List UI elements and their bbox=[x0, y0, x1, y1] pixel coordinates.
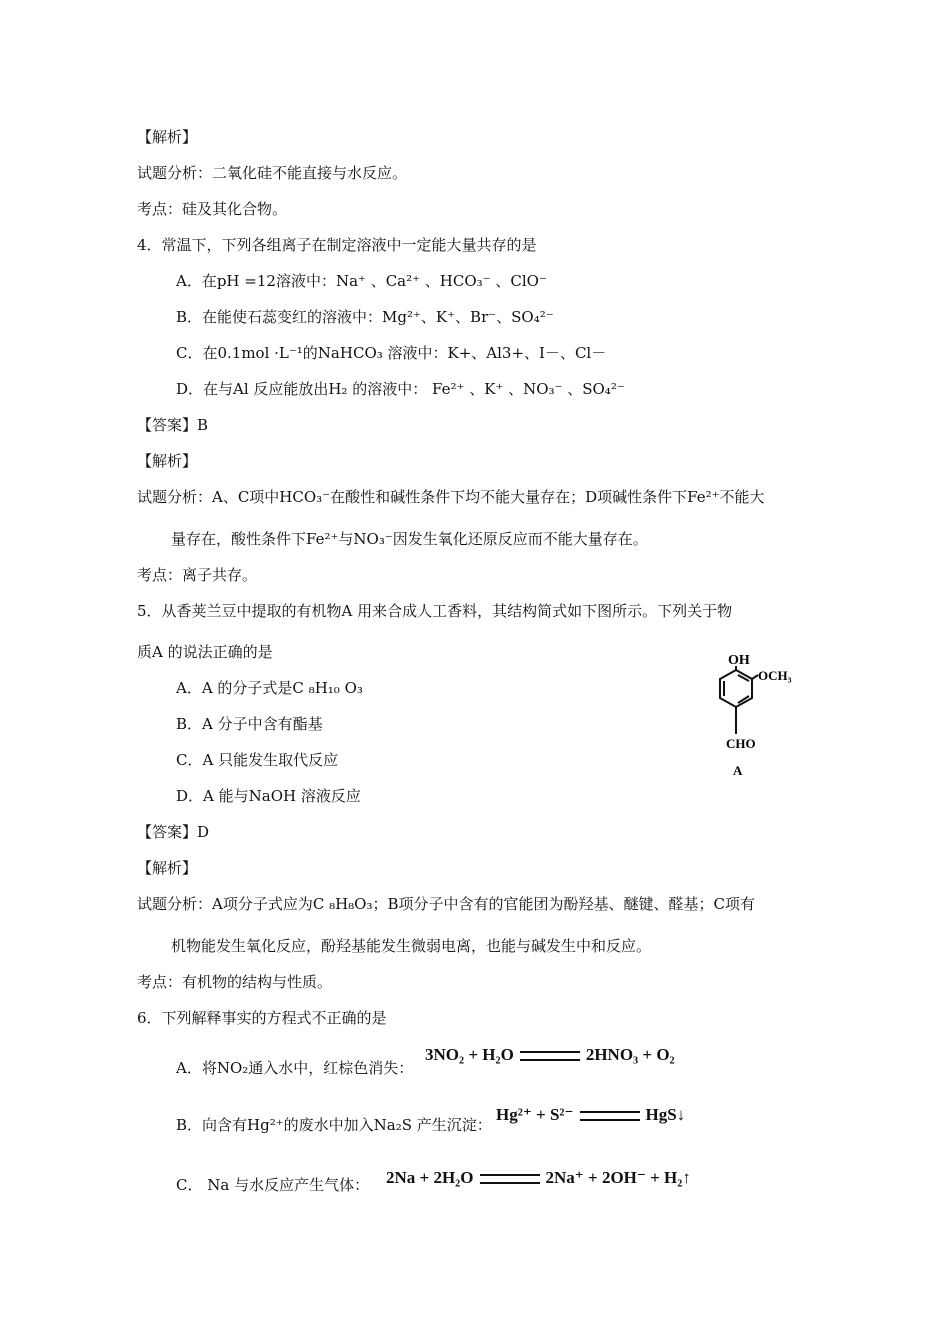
benzene-ring bbox=[720, 666, 758, 734]
equation-b bbox=[496, 1104, 685, 1126]
q4-option-c: C．在0.1mol ·L⁻¹的NaHCO₃ 溶液中：K+、Al3+、I－、Cl－ bbox=[176, 344, 607, 362]
jiexi-heading-2: 【解析】 bbox=[137, 452, 198, 470]
equals-sign bbox=[520, 1051, 580, 1061]
oh-label: OH bbox=[728, 653, 750, 668]
q4-option-d: D．在与Al 反应能放出H₂ 的溶液中： Fe²⁺ 、K⁺ 、NO₃⁻ 、SO₄²⁻ bbox=[176, 380, 625, 398]
q5-option-b: B．A 分子中含有酯基 bbox=[176, 715, 323, 733]
cho-label: CHO bbox=[726, 736, 756, 751]
question-4: 4．常温下，下列各组离子在制定溶液中一定能大量共存的是 bbox=[137, 236, 537, 254]
q4-option-a: A．在pH =12溶液中：Na⁺ 、Ca²⁺ 、HCO₃⁻ 、ClO⁻ bbox=[176, 272, 547, 290]
question-5-line1: 5．从香荚兰豆中提取的有机物A 用来合成人工香料，其结构简式如下图所示。下列关于物 bbox=[137, 602, 733, 620]
analysis-2-line2: 量存在，酸性条件下Fe²⁺与NO₃⁻因发生氧化还原反应而不能大量存在。 bbox=[171, 530, 648, 548]
equals-sign bbox=[480, 1174, 540, 1184]
analysis-3-line2: 机物能发生氧化反应，酚羟基能发生微弱电离，也能与碱发生中和反应。 bbox=[171, 937, 652, 955]
question-5-line2: 质A 的说法正确的是 bbox=[137, 643, 273, 661]
compound-label: A bbox=[733, 763, 743, 778]
vanillin-structure bbox=[700, 648, 820, 784]
q6-option-a: A．将NO₂通入水中，红棕色消失： bbox=[176, 1059, 414, 1077]
equation-c-left: 2Na + 2H₂O bbox=[386, 1168, 474, 1187]
question-6: 6．下列解释事实的方程式不正确的是 bbox=[137, 1009, 387, 1027]
q6-option-b: B．向含有Hg²⁺的废水中加入Na₂S 产生沉淀： bbox=[176, 1116, 492, 1134]
q4-option-b: B．在能使石蕊变红的溶液中：Mg²⁺、K⁺、Br⁻、SO₄²⁻ bbox=[176, 308, 554, 326]
kaodian-1: 考点：硅及其化合物。 bbox=[137, 200, 288, 218]
q5-option-a: A．A 的分子式是C ₈H₁₀ O₃ bbox=[176, 679, 363, 697]
q6-option-c: C． Na 与水反应产生气体： bbox=[176, 1176, 370, 1194]
q5-option-d: D．A 能与NaOH 溶液反应 bbox=[176, 787, 361, 805]
equation-a bbox=[425, 1044, 675, 1066]
och3-label: OCH₃ bbox=[758, 668, 792, 683]
analysis-1: 试题分析：二氧化硅不能直接与水反应。 bbox=[137, 164, 408, 182]
answer-5: 【答案】D bbox=[137, 823, 210, 841]
jiexi-heading-1: 【解析】 bbox=[137, 128, 198, 146]
equation-a-left: 3NO₂ + H₂O bbox=[425, 1045, 514, 1064]
analysis-2-line1: 试题分析：A、C项中HCO₃⁻在酸性和碱性条件下均不能大量存在；D项碱性条件下Fe²⁺不能大 bbox=[137, 488, 765, 506]
equation-c-right: 2Na⁺ + 2OH⁻ + H₂↑ bbox=[545, 1168, 691, 1187]
kaodian-3: 考点：有机物的结构与性质。 bbox=[137, 973, 333, 991]
equation-c bbox=[386, 1167, 691, 1189]
analysis-3-line1: 试题分析：A项分子式应为C ₈H₈O₃；B项分子中含有的官能团为酚羟基、醚键、醛基；C项有 bbox=[137, 895, 755, 913]
q5-option-c: C．A 只能发生取代反应 bbox=[176, 751, 339, 769]
kaodian-2: 考点：离子共存。 bbox=[137, 566, 258, 584]
equation-a-right: 2HNO₃ + O₂ bbox=[585, 1045, 675, 1064]
equation-b-left: Hg²⁺ + S²⁻ bbox=[496, 1105, 574, 1124]
equals-sign bbox=[580, 1111, 640, 1121]
answer-4: 【答案】B bbox=[137, 416, 209, 434]
jiexi-heading-3: 【解析】 bbox=[137, 859, 198, 877]
equation-b-right: HgS↓ bbox=[645, 1105, 686, 1124]
